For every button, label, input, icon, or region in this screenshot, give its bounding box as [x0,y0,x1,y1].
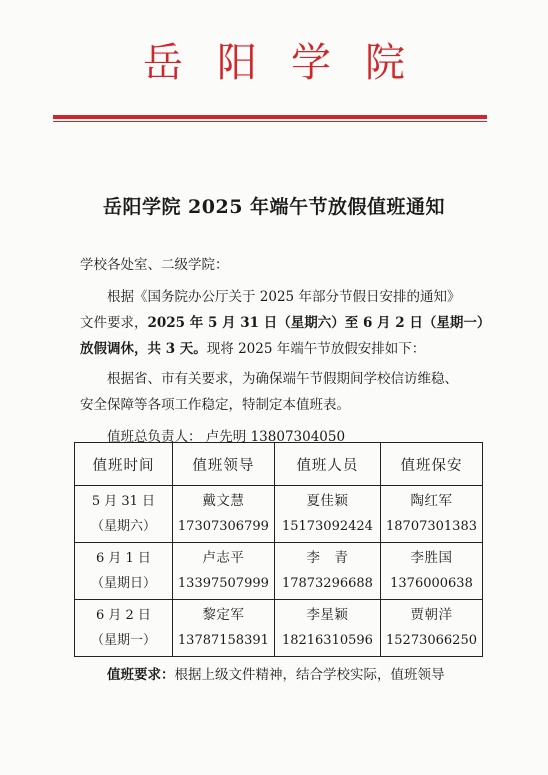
paragraph-notice-line-2 [80,310,500,336]
holiday-date-range: 2025 年 5 月 31 日（星期六）至 6 月 2 日（星期一） [147,315,491,331]
staff-phone: 18216310596 [281,633,373,648]
masthead-rule-thick [53,115,487,119]
table-row [75,600,483,657]
cell-security [380,486,482,543]
date-text: 6 月 2 日 [95,608,151,623]
address-line: 学校各处室、二级学院： [80,257,229,273]
cell-staff [274,600,380,657]
cell-date [75,486,173,543]
cell-leader [172,543,274,600]
security-name: 贾朝洋 [410,607,453,623]
date-text: 5 月 31 日 [91,494,156,509]
header-duty-time: 值班时间 [75,443,173,486]
header-duty-leader: 值班领导 [172,443,274,486]
staff-phone: 17873296688 [281,576,373,591]
duty-requirement-line [107,662,507,688]
date-text: 6 月 1 日 [95,551,151,566]
staff-name: 李 青 [306,550,349,566]
requirement-text: 根据上级文件精神，结合学校实际，值班领导 [174,667,445,683]
leader-name: 黎定军 [202,607,245,623]
cell-leader [172,600,274,657]
table-row [75,543,483,600]
paragraph-notice-basis [80,284,500,362]
table-header-row [75,443,483,486]
security-name: 李胜国 [410,550,453,566]
leader-name: 卢志平 [202,550,245,566]
requirement-label: 值班要求： [107,667,175,683]
notice-line-2-start: 文件要求， [80,315,148,331]
security-phone: 1376000638 [390,576,473,591]
paragraph-purpose-line-1: 根据省、市有关要求，为确保端午节假期间学校信访维稳、 [107,371,458,387]
cell-security [380,600,482,657]
leader-name: 戴文慧 [202,493,245,509]
header-duty-security: 值班保安 [380,443,482,486]
paragraph-notice-line-1: 根据《国务院办公厅关于 2025 年部分节假日安排的通知》 [107,289,461,305]
masthead-school-name: 岳阳学院 [143,40,439,86]
staff-name: 李星颖 [306,607,349,623]
table-row [75,486,483,543]
cell-date [75,543,173,600]
header-duty-staff: 值班人员 [274,443,380,486]
leader-phone: 13397507999 [177,576,269,591]
document-title: 岳阳学院 2025 年端午节放假值班通知 [102,196,446,218]
security-name: 陶红军 [410,493,453,509]
paragraph-duty-purpose [80,366,500,418]
staff-name: 夏佳颖 [306,493,349,509]
security-phone: 15273066250 [386,633,477,648]
notice-line-3-rest: 现将 2025 年端午节放假安排如下： [206,341,426,357]
security-phone: 18707301383 [386,519,477,534]
leader-phone: 13787158391 [177,633,269,648]
duty-chief-line: 值班总负责人： 卢先明 13807304050 [107,429,346,445]
holiday-duration: 放假调休，共 3 天。 [80,341,207,357]
cell-leader [172,486,274,543]
masthead-rule-thin [53,121,487,122]
cell-staff [274,543,380,600]
cell-staff [274,486,380,543]
weekday-text: （星期六） [90,519,156,534]
duty-roster-table [74,442,483,657]
cell-date [75,600,173,657]
weekday-text: （星期一） [90,633,156,648]
paragraph-notice-line-3 [80,336,500,362]
cell-security [380,543,482,600]
staff-phone: 15173092424 [281,519,373,534]
leader-phone: 17307306799 [177,519,269,534]
weekday-text: （星期日） [90,576,156,591]
paragraph-purpose-line-2: 安全保障等各项工作稳定，特制定本值班表。 [80,397,350,413]
